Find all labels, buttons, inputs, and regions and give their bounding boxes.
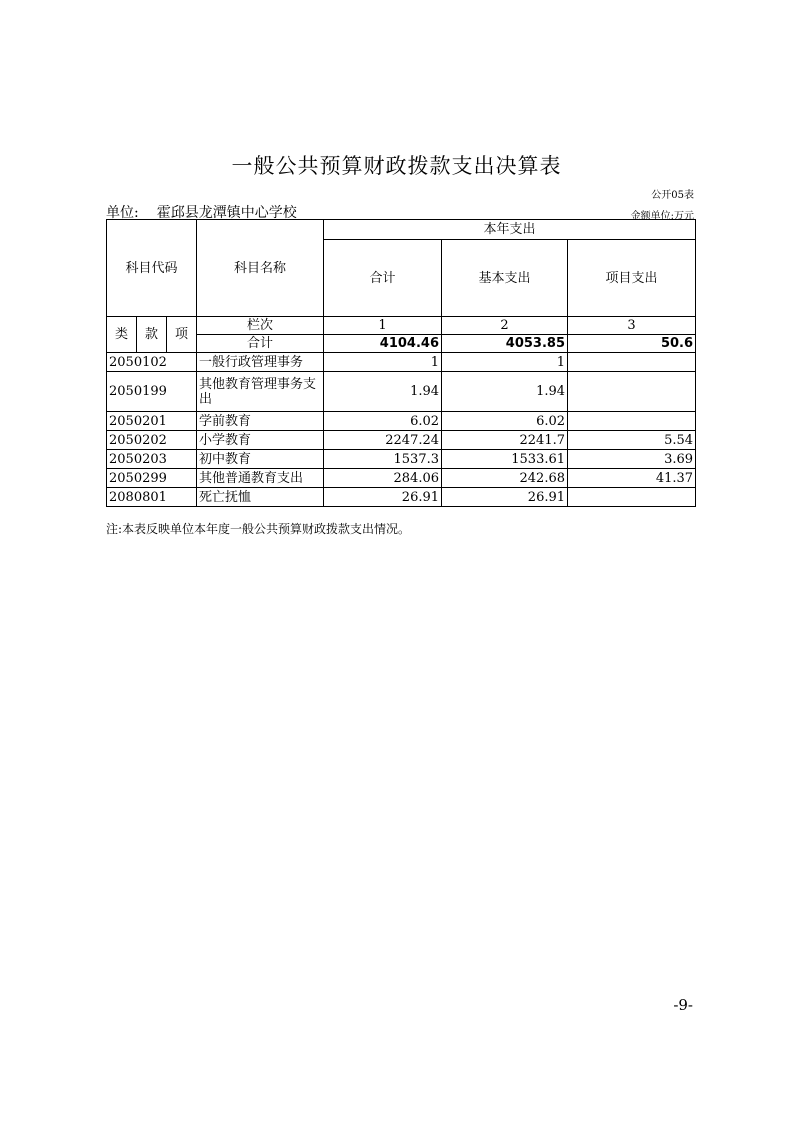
row-name: 初中教育 [197,450,324,469]
footnote: 注:本表反映单位本年度一般公共预算财政拨款支出情况。 [106,522,411,536]
item-header: 项 [167,317,197,353]
table-row [107,431,696,450]
row-total: 26.91 [324,488,442,507]
row-project: 5.54 [568,431,696,450]
form-code: 公开05表 [651,190,694,201]
unit-label: 单位: [106,205,139,221]
column-label: 栏次 [197,317,324,335]
row-total: 1.94 [324,372,442,412]
col-num-1: 1 [324,317,442,335]
basic-header: 基本支出 [442,240,568,317]
total-row-total: 4104.46 [324,335,442,353]
col-num-2: 2 [442,317,568,335]
row-total: 2247.24 [324,431,442,450]
row-project [568,412,696,431]
unit-name: 霍邱县龙潭镇中心学校 [156,205,297,221]
row-name: 其他普通教育支出 [197,469,324,488]
row-code: 2050202 [107,431,197,450]
row-basic: 1533.61 [442,450,568,469]
row-project [568,372,696,412]
page-number: -9- [673,996,693,1014]
table-row [107,469,696,488]
row-code: 2080801 [107,488,197,507]
row-name: 一般行政管理事务 [197,353,324,372]
row-total: 6.02 [324,412,442,431]
row-basic: 1 [442,353,568,372]
total-row-label: 合计 [197,335,324,353]
row-basic: 2241.7 [442,431,568,450]
row-total: 1 [324,353,442,372]
col-num-3: 3 [568,317,696,335]
total-row-basic: 4053.85 [442,335,568,353]
row-name: 其他教育管理事务支出 [197,372,324,412]
row-project [568,353,696,372]
total-header: 合计 [324,240,442,317]
page-title: 一般公共预算财政拨款支出决算表 [231,154,562,178]
subject-name-header: 科目名称 [197,220,324,317]
table-row [107,372,696,412]
table-row [107,412,696,431]
row-name: 学前教育 [197,412,324,431]
row-code: 2050299 [107,469,197,488]
row-basic: 26.91 [442,488,568,507]
row-project: 41.37 [568,469,696,488]
row-total: 284.06 [324,469,442,488]
subject-code-header: 科目代码 [107,220,197,317]
row-basic: 1.94 [442,372,568,412]
row-basic: 6.02 [442,412,568,431]
table-row [107,488,696,507]
amount-unit: 金额单位:万元 [630,211,694,222]
row-code: 2050201 [107,412,197,431]
row-name: 死亡抚恤 [197,488,324,507]
row-code: 2050102 [107,353,197,372]
current-year-header: 本年支出 [324,220,696,240]
project-header: 项目支出 [568,240,696,317]
expenditure-table [106,219,696,507]
table-row [107,450,696,469]
class-header: 类 [107,317,137,353]
row-project [568,488,696,507]
row-total: 1537.3 [324,450,442,469]
total-row-project: 50.6 [568,335,696,353]
row-name: 小学教育 [197,431,324,450]
row-code: 2050203 [107,450,197,469]
table-row [107,353,696,372]
row-project: 3.69 [568,450,696,469]
row-basic: 242.68 [442,469,568,488]
section-header: 款 [137,317,167,353]
row-code: 2050199 [107,372,197,412]
